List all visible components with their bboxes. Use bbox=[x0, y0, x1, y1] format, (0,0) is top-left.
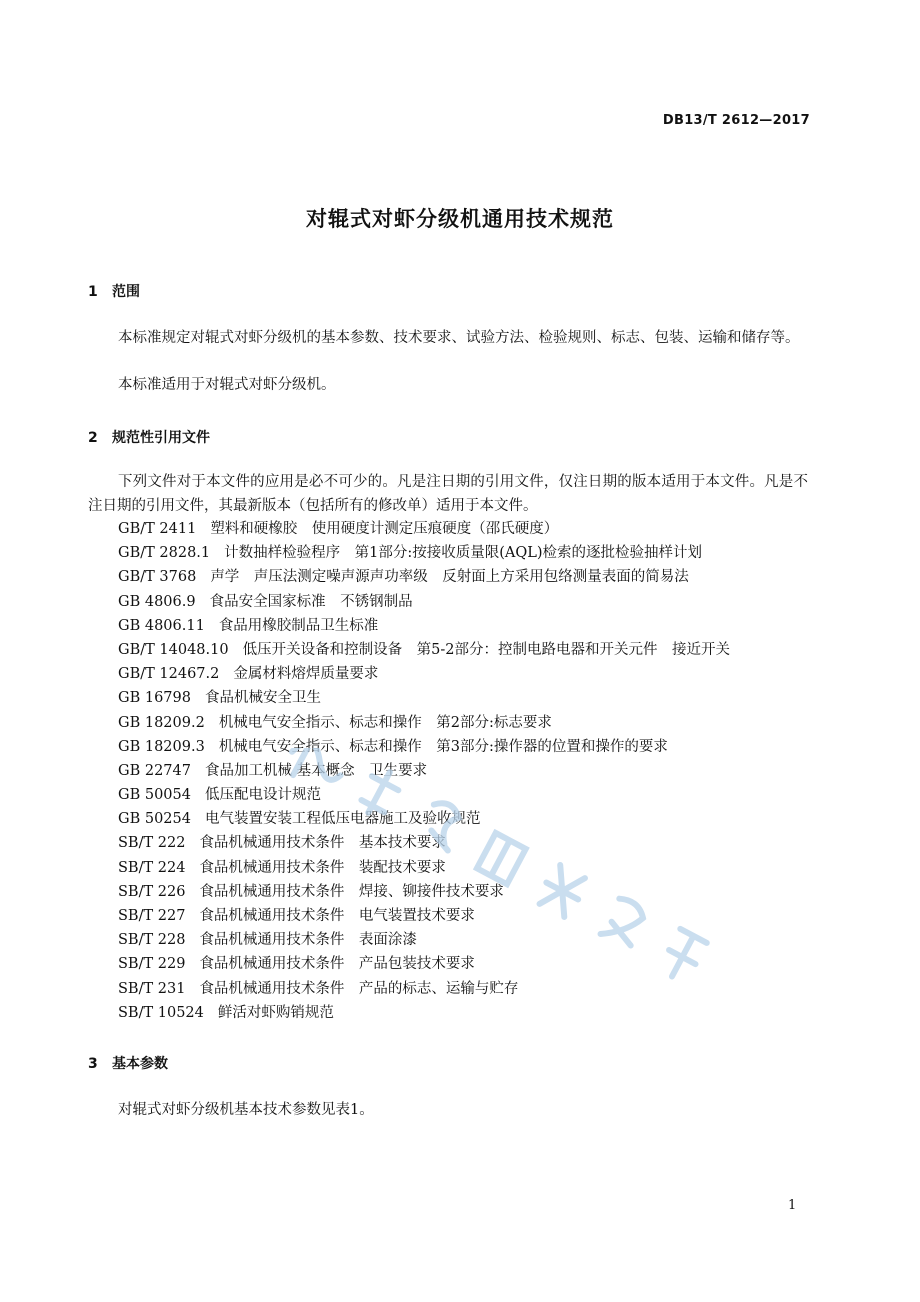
reference-item bbox=[118, 952, 730, 976]
reference-item bbox=[118, 541, 730, 565]
basic-parameters-paragraph: 对辊式对虾分级机基本技术参数见表1。 bbox=[118, 1102, 374, 1118]
section-title: 范围 bbox=[112, 284, 140, 300]
reference-title: 食品机械通用技术条件 产品的标志、运输与贮存 bbox=[199, 980, 519, 997]
reference-item bbox=[118, 904, 730, 928]
reference-code: GB/T 2411 bbox=[118, 521, 197, 537]
reference-code: SB/T 226 bbox=[118, 883, 186, 900]
section-heading-normative-references bbox=[88, 427, 210, 447]
reference-item bbox=[118, 638, 730, 662]
reference-code: GB 4806.9 bbox=[118, 593, 196, 610]
reference-title: 机械电气安全指示、标志和操作 第3部分:操作器的位置和操作的要求 bbox=[218, 738, 668, 755]
reference-code: SB/T 231 bbox=[118, 980, 186, 997]
reference-item bbox=[118, 565, 730, 589]
reference-code: GB/T 3768 bbox=[118, 569, 197, 586]
reference-item bbox=[118, 880, 730, 904]
reference-title: 声学 声压法测定噪声源声功率级 反射面上方采用包络测量表面的简易法 bbox=[210, 569, 689, 586]
reference-code: GB 22747 bbox=[118, 762, 191, 779]
reference-item bbox=[118, 735, 730, 759]
reference-title: 电气装置安装工程低压电器施工及验收规范 bbox=[204, 811, 481, 828]
reference-title: 鲜活对虾购销规范 bbox=[217, 1004, 334, 1021]
reference-title: 食品机械通用技术条件 装配技术要求 bbox=[199, 859, 446, 876]
reference-item bbox=[118, 807, 730, 831]
reference-item bbox=[118, 686, 730, 710]
reference-title: 金属材料熔焊质量要求 bbox=[233, 666, 379, 683]
reference-item bbox=[118, 711, 730, 735]
reference-code: GB 16798 bbox=[118, 690, 191, 707]
reference-title: 食品安全国家标准 不锈钢制品 bbox=[209, 593, 413, 610]
reference-code: SB/T 229 bbox=[118, 956, 186, 973]
reference-title: 食品机械通用技术条件 基本技术要求 bbox=[199, 835, 446, 852]
reference-title: 低压配电设计规范 bbox=[204, 787, 321, 804]
section-number: 2 bbox=[88, 430, 98, 446]
reference-title: 食品用橡胶制品卫生标准 bbox=[218, 617, 379, 634]
reference-code: SB/T 222 bbox=[118, 835, 186, 852]
reference-code: SB/T 227 bbox=[118, 908, 186, 924]
reference-code: GB 18209.2 bbox=[118, 714, 205, 731]
scope-paragraph-2: 本标准适用于对辊式对虾分级机。 bbox=[118, 377, 336, 393]
reference-code: SB/T 10524 bbox=[118, 1004, 204, 1021]
reference-title: 食品机械通用技术条件 电气装置技术要求 bbox=[199, 908, 475, 924]
references-intro-paragraph: 下列文件对于本文件的应用是必不可少的。凡是注日期的引用文件，仅注日期的版本适用于本文件。凡是不注日期的引用文件，其最新版本（包括所有的修改单）适用于本文件。 bbox=[88, 474, 808, 514]
reference-item bbox=[118, 517, 730, 541]
reference-item bbox=[118, 783, 730, 807]
page-number: 1 bbox=[788, 1198, 797, 1213]
reference-title: 计数抽样检验程序 第1部分:按接收质量限(AQL)检索的逐批检验抽样计划 bbox=[224, 545, 703, 562]
reference-item bbox=[118, 1001, 730, 1025]
reference-title: 食品机械通用技术条件 表面涂漆 bbox=[199, 932, 417, 949]
reference-list bbox=[118, 517, 730, 1025]
reference-title: 食品机械通用技术条件 产品包装技术要求 bbox=[199, 956, 475, 973]
reference-item bbox=[118, 614, 730, 638]
reference-item bbox=[118, 856, 730, 880]
section-title: 基本参数 bbox=[112, 1056, 168, 1072]
reference-code: GB/T 12467.2 bbox=[118, 666, 220, 683]
reference-title: 食品加工机械 基本概念 卫生要求 bbox=[204, 762, 428, 779]
reference-title: 机械电气安全指示、标志和操作 第2部分:标志要求 bbox=[218, 714, 552, 731]
reference-item bbox=[118, 977, 730, 1001]
section-number: 3 bbox=[88, 1056, 98, 1072]
reference-code: GB/T 2828.1 bbox=[118, 545, 211, 562]
section-number: 1 bbox=[88, 284, 98, 300]
section-heading-basic-parameters bbox=[88, 1053, 168, 1073]
reference-code: SB/T 224 bbox=[118, 859, 186, 876]
reference-code: GB 50254 bbox=[118, 811, 191, 828]
reference-code: GB 18209.3 bbox=[118, 738, 205, 755]
standard-code: DB13/T 2612—2017 bbox=[662, 113, 810, 128]
section-title: 规范性引用文件 bbox=[112, 430, 210, 446]
reference-item bbox=[118, 831, 730, 855]
reference-code: GB 4806.11 bbox=[118, 617, 205, 634]
reference-title: 塑料和硬橡胶 使用硬度计测定压痕硬度（邵氏硬度） bbox=[210, 521, 559, 537]
reference-item bbox=[118, 662, 730, 686]
reference-item bbox=[118, 928, 730, 952]
reference-title: 食品机械安全卫生 bbox=[204, 690, 321, 707]
scope-paragraph-1: 本标准规定对辊式对虾分级机的基本参数、技术要求、试验方法、检验规则、标志、包装、运输和储存等。 bbox=[118, 330, 800, 346]
reference-code: GB 50054 bbox=[118, 787, 191, 804]
reference-code: SB/T 228 bbox=[118, 932, 186, 949]
reference-title: 低压开关设备和控制设备 第5-2部分：控制电路电器和开关元件 接近开关 bbox=[242, 641, 730, 658]
reference-code: GB/T 14048.10 bbox=[118, 641, 229, 658]
reference-title: 食品机械通用技术条件 焊接、铆接件技术要求 bbox=[199, 883, 504, 900]
document-title: 对辊式对虾分级机通用技术规范 bbox=[306, 207, 614, 231]
reference-item bbox=[118, 759, 730, 783]
section-heading-scope bbox=[88, 281, 140, 301]
reference-item bbox=[118, 590, 730, 614]
